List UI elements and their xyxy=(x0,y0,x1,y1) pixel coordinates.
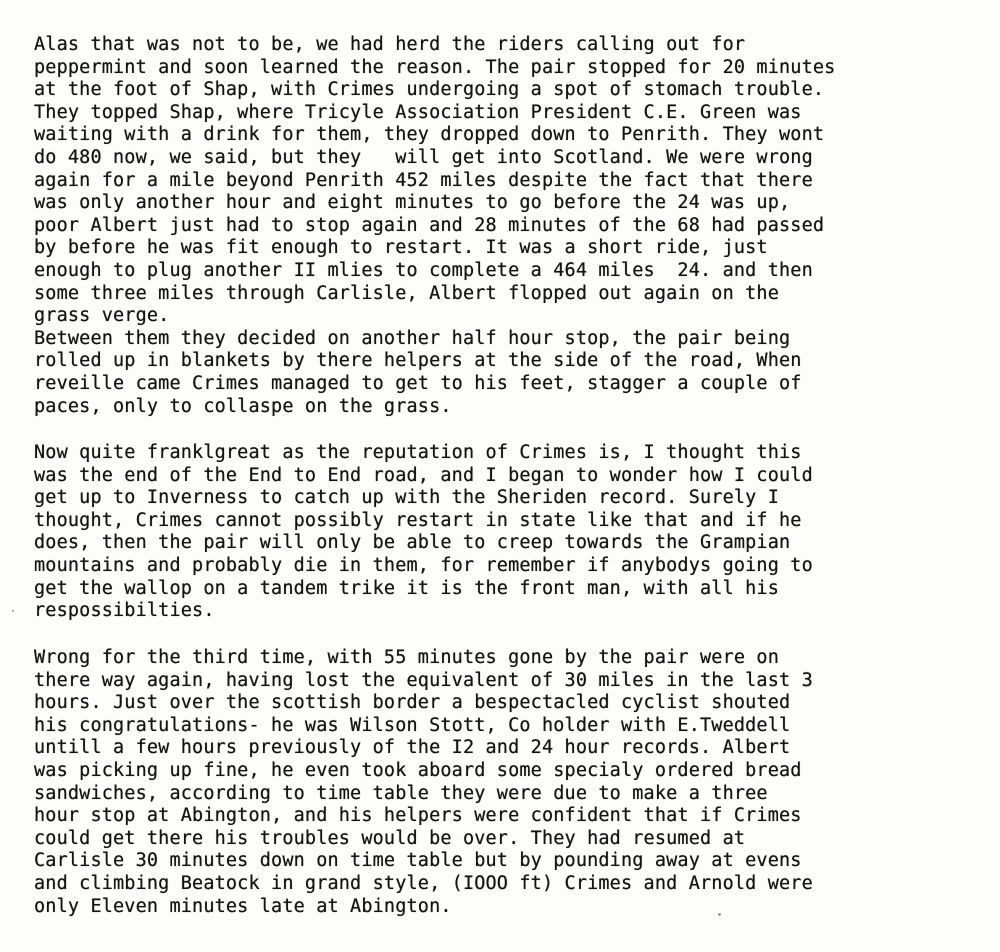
text-line: hour stop at Abington, and his helpers were confident that if Crimes xyxy=(34,805,802,827)
text-line: grass verge. xyxy=(34,305,170,327)
text-line: hours. Just over the scottish border a bespectacled cyclist shouted xyxy=(34,692,791,714)
text-line: does, then the pair will only be able to creep towards the Grampian xyxy=(34,532,791,554)
text-line: was only another hour and eight minutes to go before the 24 was up, xyxy=(34,192,791,214)
text-line: and climbing Beatock in grand style, (IOOO ft) Crimes and Arnold were xyxy=(34,872,813,894)
text-line: peppermint and soon learned the reason. The pair stopped for 20 minutes xyxy=(34,56,836,78)
paper-speck xyxy=(12,610,14,612)
text-line: get up to Inverness to catch up with the Sheriden record. Surely I xyxy=(34,487,780,509)
text-line: sandwiches, according to time table they were due to make a three xyxy=(34,782,768,804)
text-line: Between them they decided on another half hour stop, the pair being xyxy=(34,327,791,349)
text-line: reveille came Crimes managed to get to his feet, stagger a couple of xyxy=(34,372,802,394)
paragraph-2 xyxy=(34,442,813,623)
text-line: enough to plug another II mlies to complete a 464 miles 24. and then xyxy=(34,259,813,281)
text-line: could get there his troubles would be over. They had resumed at xyxy=(34,827,746,849)
text-line: rolled up in blankets by there helpers at the side of the road, When xyxy=(34,350,802,372)
text-line: was picking up fine, he even took aboard some specialy ordered bread xyxy=(34,759,802,781)
text-line: by before he was fit enough to restart. It was a short ride, just xyxy=(34,237,768,259)
text-line: his congratulations- he was Wilson Stott, Co holder with E.Tweddell xyxy=(34,714,791,736)
text-line: Alas that was not to be, we had herd the riders calling out for xyxy=(34,34,746,55)
text-line: do 480 now, we said, but they will get into Scotland. We were wrong xyxy=(34,146,813,168)
paragraph-3 xyxy=(34,647,813,918)
text-line: get the wallop on a tandem trike it is the front man, with all his xyxy=(34,577,780,599)
text-line: there way again, having lost the equivalent of 30 miles in the last 3 xyxy=(34,669,813,691)
text-line: paces, only to collaspe on the grass. xyxy=(34,395,452,417)
text-line: mountains and probably die in them, for remember if anybodys going to xyxy=(34,554,813,576)
paragraph-1 xyxy=(34,34,835,418)
text-line: some three miles through Carlisle, Albert flopped out again on the xyxy=(34,282,780,304)
text-line: poor Albert just had to stop again and 28 minutes of the 68 had passed xyxy=(34,214,825,236)
text-line: untill a few hours previously of the I2 and 24 hour records. Albert xyxy=(34,737,791,759)
text-line: Carlisle 30 minutes down on time table but by pounding away at evens xyxy=(34,850,802,872)
text-line: Wrong for the third time, with 55 minutes gone by the pair were on xyxy=(34,647,780,668)
text-line: Now quite franklgreat as the reputation of Crimes is, I thought this xyxy=(34,442,802,463)
text-line: thought, Crimes cannot possibly restart in state like that and if he xyxy=(34,509,802,531)
paper-speck xyxy=(718,913,721,916)
text-line: They topped Shap, where Tricyle Association President C.E. Green was xyxy=(34,101,802,123)
text-line: waiting with a drink for them, they dropped down to Penrith. They wont xyxy=(34,124,825,146)
text-line: only Eleven minutes late at Abington. xyxy=(34,895,452,917)
text-line: respossibilties. xyxy=(34,600,215,622)
text-line: again for a mile beyond Penrith 452 miles despite the fact that there xyxy=(34,169,813,191)
text-line: at the foot of Shap, with Crimes undergoing a spot of stomach trouble. xyxy=(34,79,825,101)
text-line: was the end of the End to End road, and I began to wonder how I could xyxy=(34,464,813,486)
